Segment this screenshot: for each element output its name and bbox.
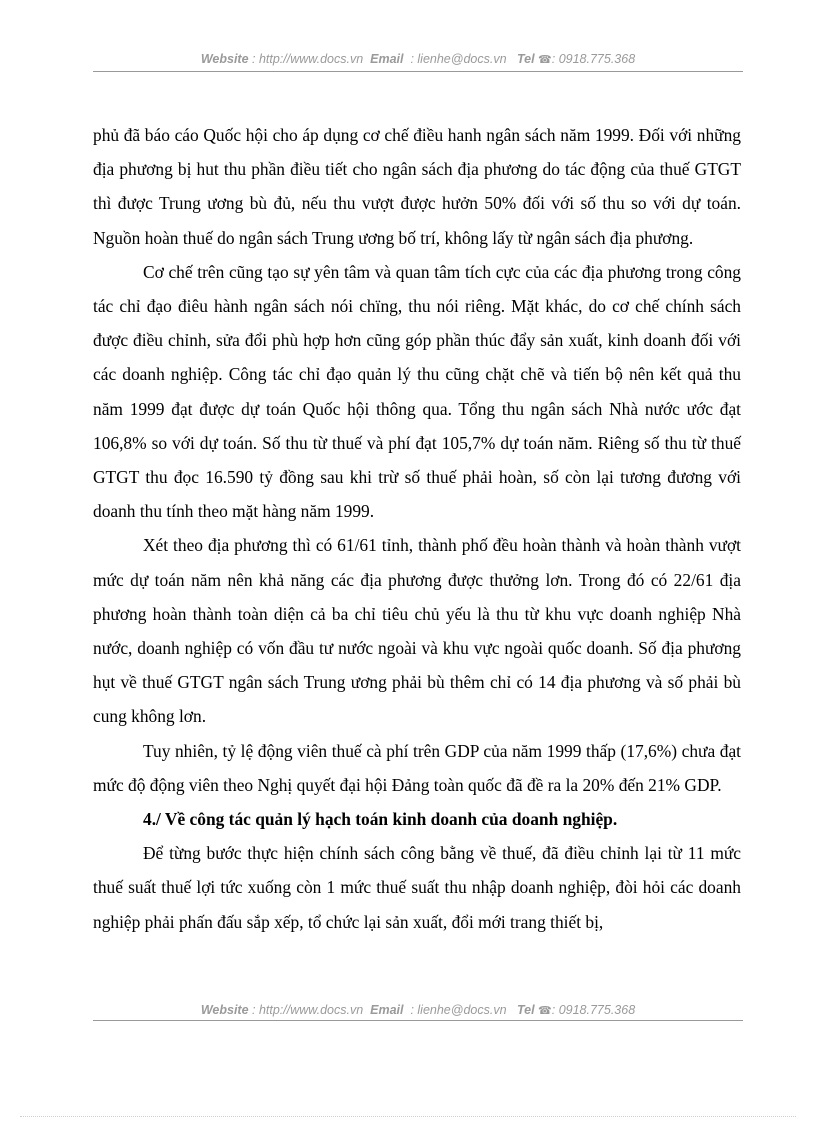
header-email-value[interactable]: : lienhe@docs.vn [410,52,507,66]
footer-website-label: Website [200,1003,249,1017]
phone-icon: ☎ [538,54,552,66]
header-website-label: Website [200,52,249,66]
page-header [93,52,743,66]
header-email-label: Email [370,52,404,66]
document-body [93,118,741,939]
section-heading: 4./ Về công tác quản lý hạch toán kinh doanh của doanh nghiệp. [143,809,618,830]
footer-divider [93,1020,743,1021]
paragraph-4: Tuy nhiên, tỷ lệ động viên thuế cà phí trên GDP của năm 1999 thấp (17,6%) chưa đạt mức độ động viên theo Nghị quyết đại hội Đảng toàn quốc đã đề ra la 20% đến 21% GDP. [93,740,741,795]
header-tel-label: Tel [516,52,535,66]
page-footer [93,1003,743,1017]
header-divider [93,71,743,72]
footer-website-url[interactable]: : http://www.docs.vn [252,1003,364,1017]
header-website-url[interactable]: : http://www.docs.vn [252,52,364,66]
paragraph-5: Để từng bước thực hiện chính sách công bằng về thuế, đã điều chỉnh lại từ 11 mức thuế suất thuế lợi tức xuống còn 1 mức thuế suất thu nhập doanh nghiệp, đòi hỏi các doanh nghiệp phải phấn đấu sắp xếp, tổ chức lại sản xuất, đổi mới trang thiết bị, [93,843,741,932]
paragraph-3: Xét theo địa phương thì có 61/61 tỉnh, thành phố đều hoàn thành và hoàn thành vượt mức dự toán năm nên khả năng các địa phương được thưởng lơn. Trong đó có 22/61 địa phương hoàn thành toàn diện cả ba chỉ tiêu chủ yếu là thu từ khu vực doanh nghiệp Nhà nước, doanh nghiệp có vốn đầu tư nước ngoài và khu vực ngoài quốc doanh. Số địa phương hụt về thuế GTGT ngân sách Trung ương phải bù thêm chỉ có 14 địa phương và số phải bù cung không lơn. [93,535,741,727]
footer-email-label: Email [370,1003,404,1017]
header-tel-value: : 0918.775.368 [551,52,636,66]
phone-icon: ☎ [538,1005,552,1017]
page-bottom-dotted-border [20,1116,796,1117]
paragraph-2: Cơ chế trên cũng tạo sự yên tâm và quan tâm tích cực của các địa phương trong công tác chỉ đạo điêu hành ngân sách nói chïng, thu nói riêng. Mặt khác, do cơ chế chính sách được điều chỉnh, sửa đổi phù hợp hơn cũng góp phần thúc đẩy sản xuất, kinh doanh đối với các doanh nghiệp. Công tác chỉ đạo quản lý thu cũng chặt chẽ và tiến bộ nên kết quả thu năm 1999 đạt được dự toán Quốc hội thông qua. Tổng thu ngân sách Nhà nước ước đạt 106,8% so với dự toán. Số thu từ thuế và phí đạt 105,7% dự toán năm. Riêng số thu từ thuế GTGT thu đọc 16.590 tỷ đồng sau khi trừ số thuế phải hoàn, số còn lại tương đương với doanh thu tính theo mặt hàng năm 1999. [93,261,741,522]
footer-tel-value: : 0918.775.368 [551,1003,636,1017]
footer-email-value[interactable]: : lienhe@docs.vn [410,1003,507,1017]
paragraph-1: phủ đã báo cáo Quốc hội cho áp dụng cơ chế điều hanh ngân sách năm 1999. Đối với những địa phương bị hut thu phần điều tiết cho ngân sách địa phương do tác động của thuế GTGT thì được Trung ương bù đủ, nếu thu vượt được hưởn 50% đối với số thu so với dự toán. Nguồn hoàn thuế do ngân sách Trung ương bố trí, không lấy từ ngân sách địa phương. [93,125,741,248]
footer-tel-label: Tel [516,1003,535,1017]
